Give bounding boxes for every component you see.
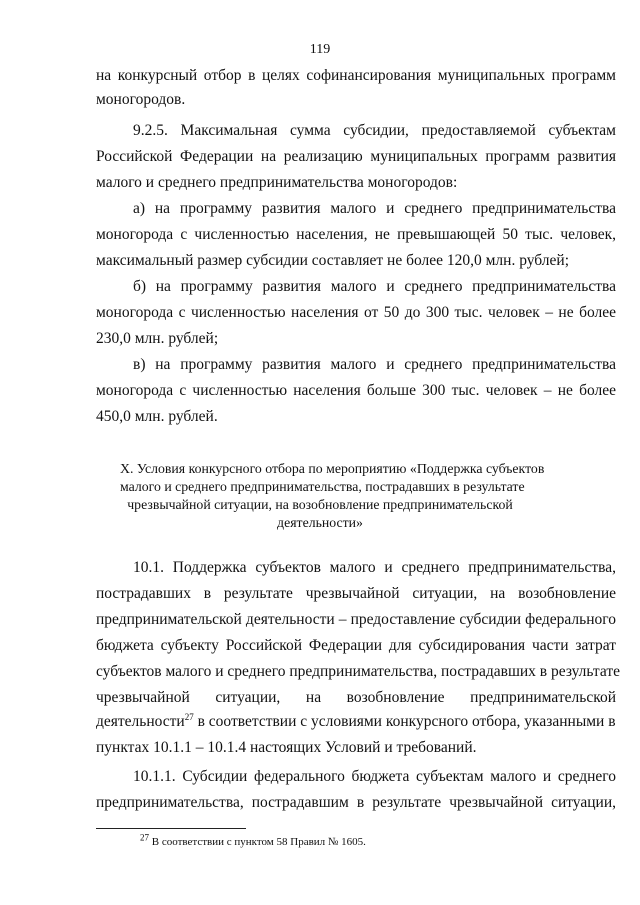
text-line: Российской Федерации на реализацию муниципальных программ развития [96,148,616,165]
footnote [140,832,366,848]
text-line: субъектов малого и среднего предпринимательства, пострадавших в результате [96,663,620,680]
section-heading-line: чрезвычайной ситуации, на возобновление предпринимательской [127,497,513,512]
text-line: предпринимательской деятельности – предоставление субсидии федерального [96,611,616,628]
text-line: моногородов. [96,91,186,108]
text-fragment: деятельности [96,713,185,730]
text-line: моногорода с численностью населения от 50 до 300 тыс. человек – не более [96,304,616,321]
item-a-start: а) на программу развития малого и среднего предпринимательства [133,200,616,217]
paragraph-9-2-5-start: 9.2.5. Максимальная сумма субсидии, предоставляемой субъектам [133,122,616,139]
text-line-with-footnote [96,712,616,732]
text-line: 450,0 млн. рублей. [96,408,218,425]
text-line: 230,0 млн. рублей; [96,330,219,347]
paragraph-10-1-start: 10.1. Поддержка субъектов малого и среднего предпринимательства, [133,559,616,576]
text-line: предпринимательства, пострадавшим в результате чрезвычайной ситуации, [96,794,616,811]
text-line: бюджета субъекту Российской Федерации для субсидирования части затрат [96,637,616,654]
footnote-text: В соответствии с пунктом 58 Правил № 1605. [151,836,366,848]
text-line: пострадавших в результате чрезвычайной ситуации, на возобновление [96,585,616,602]
text-line: пунктах 10.1.1 – 10.1.4 настоящих Условий и требований. [96,739,477,756]
page-number: 119 [309,42,331,57]
text-fragment: в соответствии с условиями конкурсного отбора, указанными в [197,713,616,730]
footnote-mark: 27 [140,832,149,843]
text-line: моногорода с численностью населения, не превышающей 50 тыс. человек, [96,226,616,243]
section-heading-line: деятельности» [277,515,363,530]
text-line: малого и среднего предпринимательства моногородов: [96,174,458,191]
text-line: моногорода с численностью населения больше 300 тыс. человек – не более [96,382,616,399]
footnote-reference[interactable]: 27 [184,711,194,722]
text-line: чрезвычайной ситуации, на возобновление предпринимательской [96,689,616,706]
text-line: на конкурсный отбор в целях софинансирования муниципальных программ [96,67,616,84]
item-c-start: в) на программу развития малого и среднего предпринимательства [133,356,616,373]
section-heading-line: X. Условия конкурсного отбора по мероприятию «Поддержка субъектов [120,461,545,476]
paragraph-10-1-1-start: 10.1.1. Субсидии федерального бюджета субъектам малого и среднего [133,768,616,785]
item-b-start: б) на программу развития малого и среднего предпринимательства [133,278,616,295]
footnote-divider [96,828,246,829]
section-heading-line: малого и среднего предпринимательства, пострадавших в результате [120,479,525,494]
text-line: максимальный размер субсидии составляет не более 120,0 млн. рублей; [96,252,570,269]
